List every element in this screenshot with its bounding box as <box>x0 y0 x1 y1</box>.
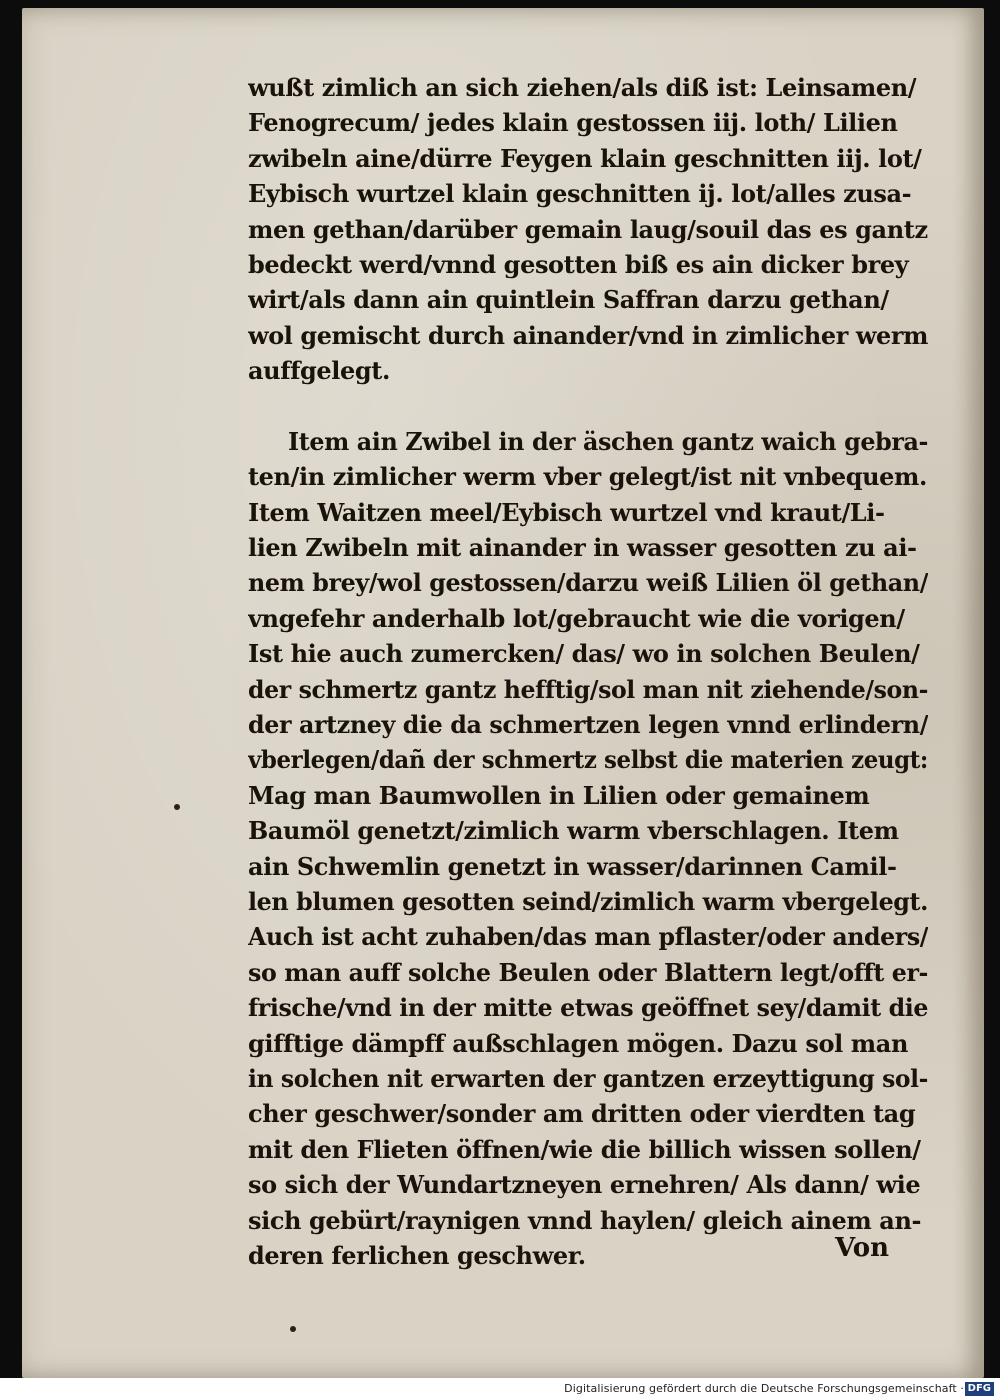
footer-credit: Digitalisierung gefördert durch die Deutsche Forschungsgemeinschaft · <box>564 1382 964 1395</box>
text-line: sich gebürt/raynigen vnnd haylen/ gleich ainem an- <box>248 1205 922 1235</box>
text-line: Eybisch wurtzel klain geschnitten ij. lot/alles zusa- <box>248 179 912 209</box>
ink-dot <box>290 1326 296 1332</box>
text-line: der artzney die da schmertzen legen vnnd erlindern/ <box>248 710 928 740</box>
page-text <box>248 70 928 1273</box>
text-line: nem brey/wol gestossen/darzu weiß Lilien öl gethan/ <box>248 568 928 598</box>
text-line: Item ain Zwibel in der äschen gantz waich gebra- <box>288 426 928 456</box>
text-line: deren ferlichen geschwer. <box>248 1240 586 1270</box>
text-line: Baumöl genetzt/zimlich warm vberschlagen. Item <box>248 816 899 846</box>
text-line: len blumen gesotten seind/zimlich warm vbergelegt. <box>248 886 928 916</box>
text-line: vngefehr anderhalb lot/gebraucht wie die vorigen/ <box>248 603 905 633</box>
text-line: gifftige dämpff außschlagen mögen. Dazu sol man <box>248 1028 908 1058</box>
text-line: so man auff solche Beulen oder Blattern legt/offt er- <box>248 957 928 987</box>
text-line: Fenogrecum/ jedes klain gestossen iij. loth/ Lilien <box>248 108 898 138</box>
text-line: auffgelegt. <box>248 356 390 386</box>
text-line: vberlegen/dañ der schmertz selbst die materien zeugt: <box>248 745 928 775</box>
text-line: wirt/als dann ain quintlein Saffran darzu gethan/ <box>248 285 889 315</box>
text-line: Mag man Baumwollen in Lilien oder gemainem <box>248 780 870 810</box>
text-line: so sich der Wundartzneyen ernehren/ Als dann/ wie <box>248 1170 921 1200</box>
text-line: zwibeln aine/dürre Feygen klain geschnitten iij. lot/ <box>248 143 922 173</box>
footer-bar <box>0 1378 1000 1400</box>
text-line: wol gemischt durch ainander/vnd in zimlicher werm <box>248 320 928 350</box>
text-line: cher geschwer/sonder am dritten oder vierdten tag <box>248 1099 916 1129</box>
text-line: ten/in zimlicher werm vber gelegt/ist nit vnbequem. <box>248 462 927 492</box>
text-line: der schmertz gantz hefftig/sol man nit ziehende/son- <box>248 674 928 704</box>
text-line: Item Waitzen meel/Eybisch wurtzel vnd kraut/Li- <box>248 497 885 527</box>
paragraph-gap <box>248 389 928 424</box>
text-line: lien Zwibeln mit ainander in wasser gesotten zu ai- <box>248 533 917 563</box>
text-line: frische/vnd in der mitte etwas geöffnet sey/damit die <box>248 993 928 1023</box>
text-line: mit den Flieten öffnen/wie die billich wissen sollen/ <box>248 1134 921 1164</box>
catchword: Von <box>835 1233 890 1263</box>
text-line: bedeckt werd/vnnd gesotten biß es ain dicker brey <box>248 249 909 279</box>
text-line: in solchen nit erwarten der gantzen erzeyttigung sol- <box>248 1063 928 1093</box>
text-line: men gethan/darüber gemain laug/souil das es gantz <box>248 214 928 244</box>
text-line: ain Schwemlin genetzt in wasser/darinnen Camil- <box>248 851 897 881</box>
text-line: wußt zimlich an sich ziehen/als diß ist: Leinsamen/ <box>248 73 917 102</box>
text-line: Ist hie auch zumercken/ das/ wo in solchen Beulen/ <box>248 639 920 669</box>
text-line: Auch ist acht zuhaben/das man pflaster/oder anders/ <box>248 922 928 952</box>
ink-dot <box>174 804 180 810</box>
dfg-logo: DFG <box>965 1382 994 1396</box>
